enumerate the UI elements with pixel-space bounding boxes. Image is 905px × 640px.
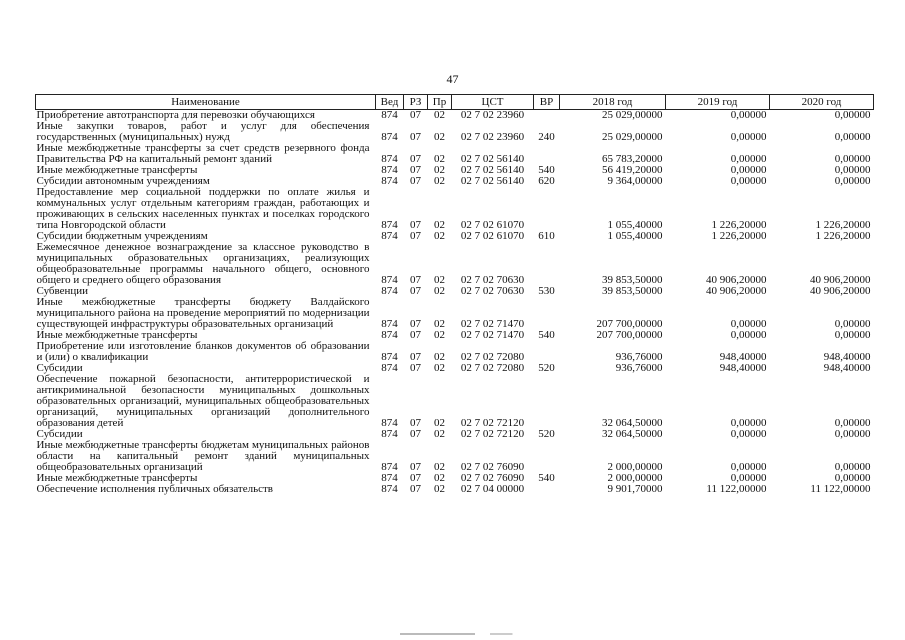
cell-target-code: 02 7 02 76090 <box>460 472 525 484</box>
cell-year-2018: 207 700,00000 <box>596 318 663 330</box>
header-row <box>36 95 874 110</box>
column-header-name: Наименование <box>36 95 376 110</box>
table-body <box>36 110 874 496</box>
cell-dept: 874 <box>381 428 398 440</box>
cell-section: 07 <box>410 219 421 231</box>
cell-year-2018: 207 700,00000 <box>596 329 663 341</box>
cell-year-2019: 0,00000 <box>730 329 767 341</box>
cell-name: Иные межбюджетные трансферты <box>36 329 198 341</box>
cell-target-code: 02 7 04 00000 <box>460 483 525 495</box>
cell-section: 07 <box>410 131 421 143</box>
cell-dept: 874 <box>381 351 398 363</box>
cell-expense-type <box>534 110 560 122</box>
column-header-target-code: ЦСТ <box>452 95 534 110</box>
cell-target-code: 02 7 02 72120 <box>460 417 525 429</box>
cell-section: 07 <box>410 274 421 286</box>
cell-dept: 874 <box>381 109 398 121</box>
cell-section: 07 <box>410 483 421 495</box>
cell-year-2018: 2 000,00000 <box>607 461 663 473</box>
cell-year-2019: 0,00000 <box>730 461 767 473</box>
cell-target-code: 02 7 02 72120 <box>460 428 525 440</box>
cell-year-2019: 0,00000 <box>730 472 767 484</box>
cell-target-code: 02 7 02 56140 <box>460 153 525 165</box>
cell-expense-type: 540 <box>538 472 555 484</box>
table-row <box>36 341 874 363</box>
cell-dept: 874 <box>381 175 398 187</box>
table-header <box>36 95 874 110</box>
cell-year-2018: 65 783,20000 <box>602 153 663 165</box>
page-number: 47 <box>446 72 459 86</box>
cell-year-2018: 56 419,20000 <box>602 164 663 176</box>
cell-expense-type: 610 <box>538 230 555 242</box>
cell-target-code: 02 7 02 61070 <box>460 230 525 242</box>
cell-subsection: 02 <box>434 109 445 121</box>
column-header-year-2018: 2018 год <box>560 95 666 110</box>
cell-year-2019: 40 906,20000 <box>706 285 767 297</box>
cell-year-2019: 0,00000 <box>730 318 767 330</box>
cell-name: Иные закупки товаров, работ и услуг для обеспечения государственных (муниципальных) нужд <box>36 120 370 143</box>
cell-dept: 874 <box>381 318 398 330</box>
cell-year-2020: 0,00000 <box>834 472 871 484</box>
cell-year-2020: 0,00000 <box>834 417 871 429</box>
cell-subsection: 02 <box>434 461 445 473</box>
cell-subsection: 02 <box>434 318 445 330</box>
cell-subsection: 02 <box>434 483 445 495</box>
column-header-section: РЗ <box>404 95 428 110</box>
cell-name: Ежемесячное денежное вознаграждение за классное руководство в муниципальных образовательных организациях, реализующих общеобразовательные программы начального общего, основного общего и среднего общего образования <box>36 241 370 286</box>
cell-section: 07 <box>410 461 421 473</box>
cell-subsection: 02 <box>434 417 445 429</box>
cell-year-2018: 32 064,50000 <box>602 417 663 429</box>
cell-year-2020: 1 226,20000 <box>815 230 871 242</box>
cell-subsection: 02 <box>434 362 445 374</box>
cell-year-2019: 0,00000 <box>730 428 767 440</box>
cell-section: 07 <box>410 417 421 429</box>
cell-expense-type <box>534 341 560 363</box>
cell-target-code: 02 7 02 61070 <box>460 219 525 231</box>
cell-year-2020: 948,40000 <box>823 362 871 374</box>
cell-target-code: 02 7 02 71470 <box>460 318 525 330</box>
cell-expense-type: 240 <box>538 131 555 143</box>
cell-year-2019: 0,00000 <box>730 417 767 429</box>
cell-year-2019: 1 226,20000 <box>711 230 767 242</box>
cell-section: 07 <box>410 428 421 440</box>
cell-year-2020: 0,00000 <box>834 461 871 473</box>
cell-name: Субвенции <box>36 285 89 297</box>
cell-dept: 874 <box>381 483 398 495</box>
table-row <box>36 121 874 143</box>
cell-section: 07 <box>410 175 421 187</box>
cell-section: 07 <box>410 351 421 363</box>
cell-year-2020: 948,40000 <box>823 351 871 363</box>
cell-name: Субсидии <box>36 428 83 440</box>
cell-subsection: 02 <box>434 219 445 231</box>
cell-subsection: 02 <box>434 131 445 143</box>
cell-dept: 874 <box>381 164 398 176</box>
cell-subsection: 02 <box>434 472 445 484</box>
table-row <box>36 143 874 165</box>
budget-table <box>35 94 874 495</box>
cell-dept: 874 <box>381 472 398 484</box>
table-row <box>36 187 874 231</box>
cell-name: Обеспечение исполнения публичных обязательств <box>36 483 274 495</box>
cell-year-2018: 9 364,00000 <box>607 175 663 187</box>
cell-expense-type <box>534 187 560 231</box>
cell-year-2020: 0,00000 <box>834 428 871 440</box>
cell-section: 07 <box>410 109 421 121</box>
cell-year-2020: 0,00000 <box>834 131 871 143</box>
cell-year-2019: 0,00000 <box>730 164 767 176</box>
cell-target-code: 02 7 02 72080 <box>460 362 525 374</box>
cell-name: Обеспечение пожарной безопасности, антитеррористической и антикриминальной безопасности муниципальных дошкольных образовательных организаций, муниципальных общеобразовательных организаций, муниципальных организаций дополнительного образования детей <box>36 373 370 429</box>
cell-dept: 874 <box>381 219 398 231</box>
cell-expense-type: 530 <box>538 285 555 297</box>
table-row <box>36 242 874 286</box>
cell-expense-type <box>534 484 560 495</box>
cell-year-2018: 936,76000 <box>615 362 663 374</box>
cell-name: Предоставление мер социальной поддержки по оплате жилья и коммунальных услуг отдельным категориям граждан, работающих и проживающих в сельских населенных пунктах и поселках городского типа Новгородской области <box>36 186 370 231</box>
cell-target-code: 02 7 02 71470 <box>460 329 525 341</box>
cell-subsection: 02 <box>434 329 445 341</box>
cell-year-2018: 1 055,40000 <box>607 219 663 231</box>
cell-year-2018: 2 000,00000 <box>607 472 663 484</box>
cell-year-2020: 40 906,20000 <box>810 285 871 297</box>
cell-dept: 874 <box>381 417 398 429</box>
table-row <box>36 440 874 473</box>
cell-year-2018: 39 853,50000 <box>602 274 663 286</box>
cell-section: 07 <box>410 285 421 297</box>
table-row <box>36 374 874 429</box>
cell-year-2020: 0,00000 <box>834 164 871 176</box>
cell-section: 07 <box>410 472 421 484</box>
cell-year-2020: 0,00000 <box>834 109 871 121</box>
cell-year-2019: 11 122,00000 <box>706 483 767 495</box>
column-header-expense-type: ВР <box>534 95 560 110</box>
cell-year-2019: 40 906,20000 <box>706 274 767 286</box>
cell-dept: 874 <box>381 461 398 473</box>
cell-section: 07 <box>410 329 421 341</box>
cell-target-code: 02 7 02 56140 <box>460 175 525 187</box>
cell-expense-type <box>534 143 560 165</box>
cell-year-2018: 32 064,50000 <box>602 428 663 440</box>
cell-section: 07 <box>410 230 421 242</box>
cell-year-2020: 0,00000 <box>834 318 871 330</box>
cell-subsection: 02 <box>434 153 445 165</box>
cell-expense-type: 620 <box>538 175 555 187</box>
cell-year-2019: 0,00000 <box>730 131 767 143</box>
cell-name: Иные межбюджетные трансферты бюджетам муниципальных районов области на капитальный ремонт зданий муниципальных общеобразовательных организаций <box>36 439 370 473</box>
cell-name: Иные межбюджетные трансферты <box>36 472 198 484</box>
cell-target-code: 02 7 02 70630 <box>460 274 525 286</box>
cell-year-2018: 25 029,00000 <box>602 109 663 121</box>
cell-year-2019: 0,00000 <box>730 109 767 121</box>
cell-subsection: 02 <box>434 230 445 242</box>
cell-target-code: 02 7 02 23960 <box>460 109 525 121</box>
cell-year-2020: 0,00000 <box>834 153 871 165</box>
cell-subsection: 02 <box>434 428 445 440</box>
cell-year-2018: 9 901,70000 <box>607 483 663 495</box>
column-header-subsection: Пр <box>428 95 452 110</box>
cell-year-2020: 11 122,00000 <box>810 483 871 495</box>
cell-year-2019: 0,00000 <box>730 153 767 165</box>
cell-target-code: 02 7 02 72080 <box>460 351 525 363</box>
cell-section: 07 <box>410 362 421 374</box>
cell-dept: 874 <box>381 153 398 165</box>
cell-expense-type: 540 <box>538 329 555 341</box>
cell-section: 07 <box>410 318 421 330</box>
cell-expense-type <box>534 440 560 473</box>
cell-year-2020: 0,00000 <box>834 175 871 187</box>
cell-name: Субсидии бюджетным учреждениям <box>36 230 208 242</box>
cell-dept: 874 <box>381 131 398 143</box>
cell-subsection: 02 <box>434 274 445 286</box>
cell-year-2019: 948,40000 <box>719 362 767 374</box>
column-header-dept: Вед <box>376 95 404 110</box>
cell-target-code: 02 7 02 56140 <box>460 164 525 176</box>
cell-dept: 874 <box>381 230 398 242</box>
cell-name: Иные межбюджетные трансферты бюджету Валдайского муниципального района на проведение мероприятий по модернизации существующей инфраструктуры образовательных организаций <box>36 296 370 330</box>
cell-section: 07 <box>410 164 421 176</box>
cell-year-2020: 0,00000 <box>834 329 871 341</box>
cell-dept: 874 <box>381 362 398 374</box>
cell-expense-type: 540 <box>538 164 555 176</box>
cell-name: Приобретение автотранспорта для перевозки обучающихся <box>36 109 315 121</box>
table-row <box>36 297 874 330</box>
cell-year-2018: 936,76000 <box>615 351 663 363</box>
column-header-year-2020: 2020 год <box>770 95 874 110</box>
cell-year-2019: 948,40000 <box>719 351 767 363</box>
cell-year-2019: 0,00000 <box>730 175 767 187</box>
cell-dept: 874 <box>381 274 398 286</box>
cell-subsection: 02 <box>434 285 445 297</box>
cell-year-2020: 1 226,20000 <box>815 219 871 231</box>
cell-dept: 874 <box>381 329 398 341</box>
cell-section: 07 <box>410 153 421 165</box>
cell-year-2018: 39 853,50000 <box>602 285 663 297</box>
cell-expense-type <box>534 242 560 286</box>
cell-target-code: 02 7 02 76090 <box>460 461 525 473</box>
cell-year-2018: 1 055,40000 <box>607 230 663 242</box>
column-header-year-2019: 2019 год <box>666 95 770 110</box>
cell-dept: 874 <box>381 285 398 297</box>
cell-subsection: 02 <box>434 164 445 176</box>
cell-year-2020: 40 906,20000 <box>810 274 871 286</box>
cell-subsection: 02 <box>434 351 445 363</box>
cell-name: Иные межбюджетные трансферты за счет средств резервного фонда Правительства РФ на капитальный ремонт зданий <box>36 142 370 165</box>
cell-name: Субсидии автономным учреждениям <box>36 175 210 187</box>
cell-expense-type <box>534 297 560 330</box>
cell-name: Субсидии <box>36 362 83 374</box>
cell-name: Приобретение или изготовление бланков документов об образовании и (или) о квалификации <box>36 340 370 363</box>
cell-target-code: 02 7 02 70630 <box>460 285 525 297</box>
cell-expense-type <box>534 374 560 429</box>
table-row <box>36 484 874 495</box>
cell-year-2018: 25 029,00000 <box>602 131 663 143</box>
scan-artifact <box>400 633 550 635</box>
cell-year-2019: 1 226,20000 <box>711 219 767 231</box>
cell-target-code: 02 7 02 23960 <box>460 131 525 143</box>
cell-expense-type: 520 <box>538 428 555 440</box>
cell-name: Иные межбюджетные трансферты <box>36 164 198 176</box>
cell-subsection: 02 <box>434 175 445 187</box>
cell-expense-type: 520 <box>538 362 555 374</box>
